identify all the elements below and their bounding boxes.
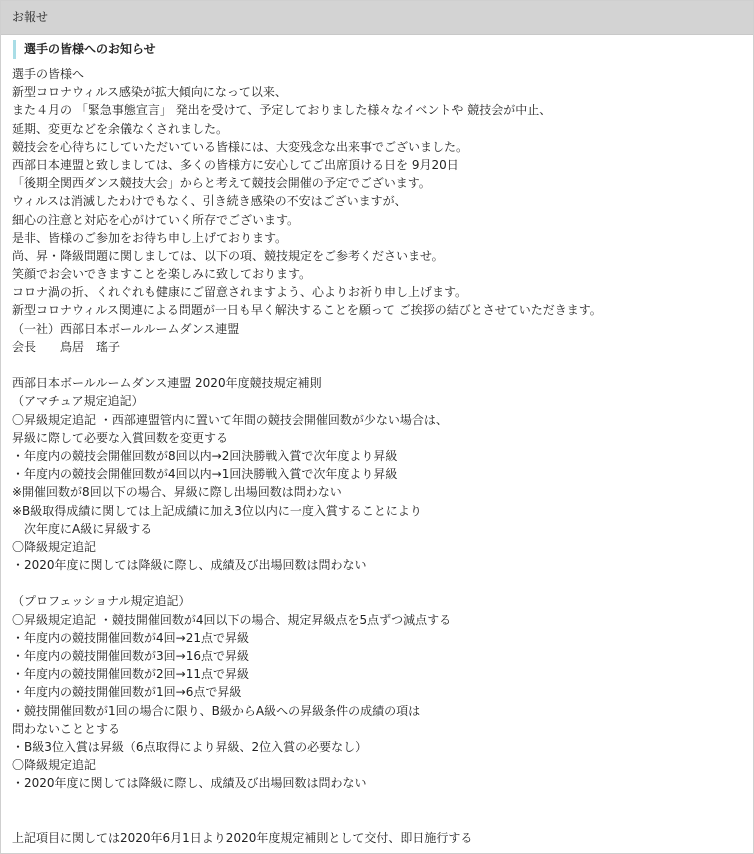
notice-line: ・年度内の競技開催回数が2回→11点で昇級 bbox=[12, 667, 249, 682]
notice-line: ウィルスは消滅したわけでもなく、引き続き感染の不安はございますが、 bbox=[12, 194, 407, 209]
notice-line: （アマチュア規定追記） bbox=[12, 394, 144, 409]
notice-line: 競技会を心待ちにしていただいている皆様には、大変残念な出来事でございました。 bbox=[12, 139, 469, 154]
panel-header: お報せ bbox=[1, 1, 753, 35]
blank-line bbox=[12, 356, 753, 374]
notice-line: ・2020年度に関しては降級に際し、成績及び出場回数は問わない bbox=[12, 776, 367, 791]
notice-line: 尚、昇・降級問題に関しましては、以下の項、競技規定をご参考くださいませ。 bbox=[12, 248, 444, 263]
notice-line: 西部日本連盟と致しましては、多くの皆様方に安心してご出席頂ける日を 9月20日 bbox=[12, 157, 459, 172]
notice-line: 〇降級規定追記 bbox=[12, 758, 97, 773]
notice-line: ・B級3位入賞は昇級（6点取得により昇級、2位入賞の必要なし） bbox=[12, 739, 368, 754]
notice-line: 〇昇級規定追記 ・競技開催回数が4回以下の場合、規定昇級点を5点ずつ減点する bbox=[12, 612, 452, 627]
notice-line: ※B級取得成績に関しては上記成績に加え3位以内に一度入賞することにより bbox=[12, 503, 422, 518]
blank-line bbox=[12, 793, 753, 811]
notice-line: ・2020年度に関しては降級に際し、成績及び出場回数は問わない bbox=[12, 558, 367, 573]
notice-line: 笑顔でお会いできますことを楽しみに致しております。 bbox=[12, 267, 312, 282]
blank-line bbox=[12, 811, 753, 829]
notice-body bbox=[12, 65, 753, 847]
notice-line: 選手の皆様へ bbox=[12, 67, 85, 81]
notice-line: （プロフェッショナル規定追記） bbox=[12, 594, 191, 609]
notice-line: 次年度にA級に昇級する bbox=[12, 521, 153, 536]
notice-line: 新型コロナウィルス感染が拡大傾向になって以来、 bbox=[12, 85, 287, 100]
notice-line: （一社）西部日本ボールルームダンス連盟 bbox=[12, 321, 240, 336]
notice-line: 会長 鳥居 瑤子 bbox=[12, 339, 121, 354]
notice-line: 延期、変更などを余儀なくされました。 bbox=[12, 121, 229, 136]
notice-line: ※開催回数が8回以下の場合、昇級に際し出場回数は問わない bbox=[12, 485, 342, 500]
notice-line: 〇昇級規定追記 ・西部連盟管内に置いて年間の競技会開催回数が少ない場合は、 bbox=[12, 412, 448, 427]
notice-line: 問わないこととする bbox=[12, 721, 121, 736]
notice-line: ・年度内の競技会開催回数が4回以内→1回決勝戦入賞で次年度より昇級 bbox=[12, 467, 398, 482]
notice-line: ・年度内の競技会開催回数が8回以内→2回決勝戦入賞で次年度より昇級 bbox=[12, 448, 398, 463]
notice-line: ・競技開催回数が1回の場合に限り、B級からA級への昇級条件の成績の項は bbox=[12, 703, 421, 718]
notice-line: 「後期全関西ダンス競技大会」からと考えて競技会開催の予定でございます。 bbox=[12, 176, 431, 191]
blank-line bbox=[12, 574, 753, 592]
notice-line: ・年度内の競技開催回数が1回→6点で昇級 bbox=[12, 685, 242, 700]
notice-line: ・年度内の競技開催回数が3回→16点で昇級 bbox=[12, 649, 249, 663]
notice-line: 新型コロナウィルス関連による問題が一日も早く解決することを願って ご挨拶の結びとさせていただきます。 bbox=[12, 303, 602, 318]
notice-title: 選手の皆様へのお知らせ bbox=[13, 40, 753, 59]
notice-line: また４月の 「緊急事態宣言」 発出を受けて、予定しておりました様々なイベントや 競技会が中止、 bbox=[12, 103, 552, 118]
notice-line: 昇級に際して必要な入賞回数を変更する bbox=[12, 430, 229, 445]
notice-line: 細心の注意と対応を心がけていく所存でございます。 bbox=[12, 212, 300, 227]
notice-line: 西部日本ボールルームダンス連盟 2020年度競技規定補則 bbox=[12, 376, 322, 391]
notice-line: 是非、皆様のご参加をお待ち申し上げております。 bbox=[12, 230, 288, 245]
notice-line: ・年度内の競技開催回数が4回→21点で昇級 bbox=[12, 630, 249, 645]
notice-line: コロナ渦の折、くれぐれも健康にご留意されますよう、心よりお祈り申し上げます。 bbox=[12, 285, 468, 300]
notice-line: 〇降級規定追記 bbox=[12, 539, 97, 554]
notice-line: 上記項目に関しては2020年6月1日より2020年度規定補則として交付、即日施行する bbox=[12, 830, 473, 845]
